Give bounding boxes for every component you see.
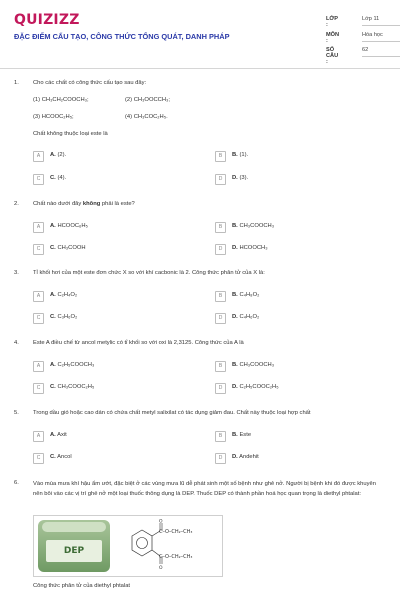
question-text: Cho các chất có công thức cấu tạo sau đây: bbox=[33, 80, 147, 86]
choice-text: HCOOC₆H₅ bbox=[57, 223, 88, 229]
dep-figure bbox=[33, 515, 223, 577]
benzene-ring bbox=[132, 530, 152, 556]
choice-a[interactable] bbox=[33, 151, 203, 163]
question-text: Trong dầu gió hoặc cao dán có chứa chất metyl salixilat có tác dụng giảm đau. Chất này thuộc loại hợp chất bbox=[33, 410, 311, 416]
choice-d[interactable] bbox=[215, 174, 385, 186]
question-number: 4. bbox=[14, 340, 19, 346]
choice-letter: D bbox=[215, 313, 226, 324]
choice-letter: D bbox=[215, 383, 226, 394]
choice-label: A. bbox=[50, 292, 56, 298]
question-text: Este A điều chế từ ancol metylic có tỉ khối so với oxi là 2,3125. Công thức của A là bbox=[33, 340, 244, 346]
choice-letter: C bbox=[33, 453, 44, 464]
choice-text: C₂H₅COOC₂H₅ bbox=[239, 384, 279, 390]
choice-text: C₄H₆O₂ bbox=[239, 314, 260, 320]
jar-label: DEP bbox=[46, 540, 102, 562]
choice-text: CH₃COOH bbox=[57, 245, 86, 251]
choice-text: CH₃COOCH₃ bbox=[239, 223, 275, 229]
meta-subject-key: MÔN : bbox=[326, 32, 340, 44]
oxygen-bottom-label: O bbox=[159, 566, 163, 571]
choice-text: (1). bbox=[239, 152, 249, 158]
choice-a[interactable] bbox=[33, 361, 203, 373]
choice-letter: A bbox=[33, 361, 44, 372]
choice-d[interactable] bbox=[215, 453, 385, 465]
choice-text: C₃H₆O₂ bbox=[57, 314, 78, 320]
choice-label: A. bbox=[50, 223, 56, 229]
choice-b[interactable] bbox=[215, 151, 385, 163]
dep-jar-image bbox=[38, 520, 110, 572]
choice-letter: D bbox=[215, 174, 226, 185]
question-number: 1. bbox=[14, 80, 19, 86]
choice-letter: B bbox=[215, 291, 226, 302]
choice-label: A. bbox=[50, 362, 56, 368]
question-text: Vào mùa mưa khí hậu ẩm ướt, đặc biệt ở các vùng mưa lũ dễ phát sinh một số bệnh như ghẻ nở. Người bị bệnh khi đó được khuyên nên bôi vào các vị trí ghẻ nở một loại thuốc thông dụng là DEP. Thuốc DEP có thành phần hoá học quan trọng là diethyl phtalat: bbox=[33, 481, 376, 497]
question-stem: Chất không thuộc loại este là bbox=[33, 131, 108, 137]
choice-letter: B bbox=[215, 431, 226, 442]
choice-label: B. bbox=[232, 223, 238, 229]
choice-letter: B bbox=[215, 151, 226, 162]
choice-label: B. bbox=[232, 432, 238, 438]
choice-letter: C bbox=[33, 174, 44, 185]
question-text-end: phải là este? bbox=[100, 201, 135, 207]
choice-text: (3). bbox=[239, 175, 249, 181]
question-text bbox=[33, 201, 135, 207]
choice-label: C. bbox=[50, 454, 56, 460]
choice-label: A. bbox=[50, 152, 56, 158]
choice-letter: C bbox=[33, 383, 44, 394]
meta-subject-value: Hóa học bbox=[362, 32, 400, 42]
choice-letter: A bbox=[33, 151, 44, 162]
choice-label: C. bbox=[50, 245, 56, 251]
choice-text: HCOOCH₃ bbox=[239, 245, 268, 251]
header-divider bbox=[0, 68, 400, 69]
compound-2: (2) CH₃OOCCH₃; bbox=[125, 97, 170, 103]
choice-letter: D bbox=[215, 453, 226, 464]
choice-letter: C bbox=[33, 313, 44, 324]
choice-text: Axit bbox=[57, 432, 67, 438]
choice-label: D. bbox=[232, 245, 238, 251]
choice-text: (4). bbox=[57, 175, 67, 181]
choice-text: C₂H₅COOCH₃ bbox=[57, 362, 95, 368]
page-title: ĐẶC ĐIỂM CẤU TẠO, CÔNG THỨC TỔNG QUÁT, DANH PHÁP bbox=[14, 32, 230, 41]
jar-lid bbox=[42, 522, 106, 532]
question-text-start: Chất nào dưới đây bbox=[33, 201, 83, 207]
choice-text: C₂H₄O₂ bbox=[57, 292, 78, 298]
choice-letter: B bbox=[215, 222, 226, 233]
choice-text: CH₃COOCH₃ bbox=[239, 362, 275, 368]
choice-label: C. bbox=[50, 384, 56, 390]
question-number: 3. bbox=[14, 270, 19, 276]
aromatic-circle bbox=[137, 538, 148, 549]
choice-c[interactable] bbox=[33, 383, 203, 395]
choice-letter: A bbox=[33, 222, 44, 233]
choice-label: D. bbox=[232, 175, 238, 181]
choice-label: B. bbox=[232, 152, 238, 158]
ester-group-top-label: C–O–CH₂–CH₃ bbox=[159, 529, 193, 535]
compound-1: (1) CH₃CH₂COOCH₃; bbox=[33, 97, 89, 103]
choice-text: Andehit bbox=[239, 454, 259, 460]
meta-count-value: 62 bbox=[362, 47, 400, 57]
choice-letter: A bbox=[33, 431, 44, 442]
choice-b[interactable] bbox=[215, 431, 385, 443]
question-6-stem: Công thức phân tử của diethyl phtalat bbox=[33, 583, 131, 589]
choice-c[interactable] bbox=[33, 174, 203, 186]
choice-letter: A bbox=[33, 291, 44, 302]
choice-text: CH₃COOC₂H₅ bbox=[57, 384, 95, 390]
choice-label: C. bbox=[50, 175, 56, 181]
meta-count-key: SỐ CÂU : bbox=[326, 47, 339, 65]
choice-c[interactable] bbox=[33, 453, 203, 465]
choice-a[interactable] bbox=[33, 291, 203, 303]
question-number: 5. bbox=[14, 410, 19, 416]
choice-text: C₄H₈O₂ bbox=[239, 292, 260, 298]
choice-b[interactable] bbox=[215, 291, 385, 303]
choice-label: C. bbox=[50, 314, 56, 320]
choice-letter: B bbox=[215, 361, 226, 372]
choice-text: (2). bbox=[57, 152, 67, 158]
choice-c[interactable] bbox=[33, 313, 203, 325]
choice-d[interactable] bbox=[215, 244, 385, 256]
choice-a[interactable] bbox=[33, 222, 203, 234]
choice-text: Ancol bbox=[57, 454, 72, 460]
diethyl-phtalat-structure bbox=[118, 518, 218, 574]
choice-letter: D bbox=[215, 244, 226, 255]
choice-label: A. bbox=[50, 432, 56, 438]
question-number: 2. bbox=[14, 201, 19, 207]
choice-label: D. bbox=[232, 384, 238, 390]
compound-3: (3) HCOOC₂H₅; bbox=[33, 114, 74, 120]
meta-grade-value: Lớp 11 bbox=[362, 16, 400, 26]
choice-b[interactable] bbox=[215, 361, 385, 373]
question-text: Tỉ khối hơi của một este đơn chức X so với khí cacbonic là 2. Công thức phân tử của X là: bbox=[33, 270, 265, 276]
choice-b[interactable] bbox=[215, 222, 385, 234]
meta-grade-key: LỚP : bbox=[326, 16, 338, 28]
choice-a[interactable] bbox=[33, 431, 203, 443]
choice-text: Este bbox=[239, 432, 252, 438]
question-number: 6. bbox=[14, 480, 19, 486]
choice-d[interactable] bbox=[215, 313, 385, 325]
quizizz-logo: QUIZIZZ bbox=[14, 12, 80, 28]
choice-letter: C bbox=[33, 244, 44, 255]
oxygen-top-label: O bbox=[159, 519, 163, 525]
question-text-emphasis: không bbox=[82, 201, 101, 207]
choice-c[interactable] bbox=[33, 244, 203, 256]
choice-label: B. bbox=[232, 362, 238, 368]
choice-label: B. bbox=[232, 292, 238, 298]
compound-4: (4) CH₃COC₂H₅. bbox=[125, 114, 168, 120]
choice-d[interactable] bbox=[215, 383, 385, 395]
choice-label: D. bbox=[232, 454, 238, 460]
ester-group-bottom-label: C–O–CH₂–CH₃ bbox=[159, 554, 193, 560]
choice-label: D. bbox=[232, 314, 238, 320]
